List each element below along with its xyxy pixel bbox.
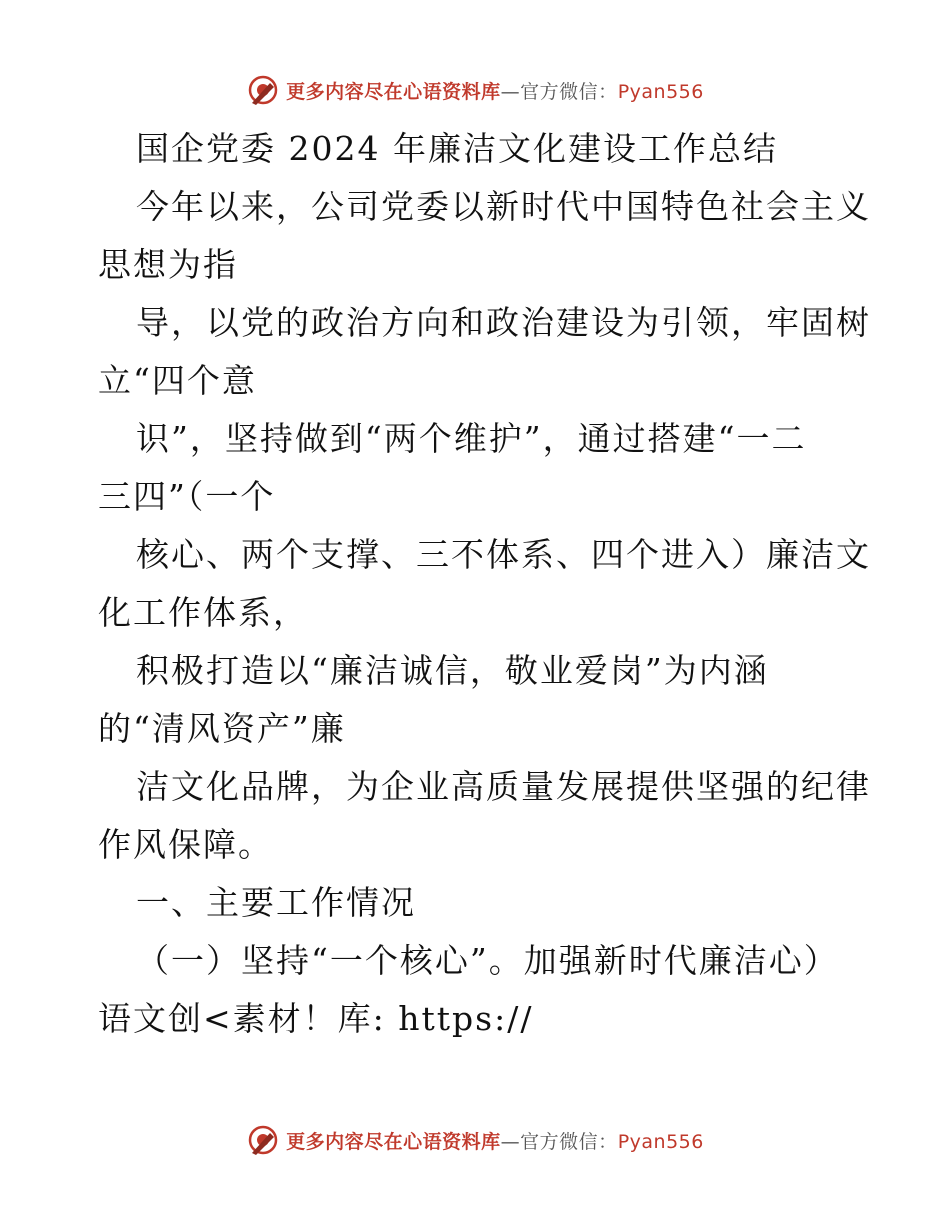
paragraph-line: 洁文化品牌，为企业高质量发展提供坚强的纪律 [136, 767, 871, 806]
section-heading: 一、主要工作情况 [136, 883, 416, 922]
watermark-text: 更多内容尽在心语资料库—官方微信：Pyan556 [286, 80, 704, 103]
paragraph-line: 思想为指 [98, 245, 238, 284]
paragraph-line: 的“清风资产”廉 [98, 709, 346, 748]
watermark-text: 更多内容尽在心语资料库—官方微信：Pyan556 [286, 1130, 704, 1153]
paragraph-line: 立“四个意 [98, 361, 257, 400]
pen-logo-icon [246, 1123, 280, 1157]
document-title: 国企党委 2024 年廉洁文化建设工作总结 [136, 129, 778, 168]
paragraph-line: 积极打造以“廉洁诚信，敬业爱岗”为内涵 [136, 651, 769, 690]
pen-logo-icon [246, 73, 280, 107]
paragraph-line: 核心、两个支撑、三不体系、四个进入）廉洁文 [136, 535, 871, 574]
header-watermark [0, 70, 950, 110]
paragraph-line: 导，以党的政治方向和政治建设为引领，牢固树 [136, 303, 871, 342]
paragraph-line: 今年以来，公司党委以新时代中国特色社会主义 [136, 187, 871, 226]
document-body [98, 120, 871, 1048]
paragraph-line: （一）坚持“一个核心”。加强新时代廉洁心） [136, 941, 839, 980]
paragraph-line: 三四”（一个 [98, 477, 276, 516]
paragraph-line: 作风保障。 [98, 825, 273, 864]
paragraph-line: 识”，坚持做到“两个维护”，通过搭建“一二 [136, 419, 807, 458]
footer-watermark [0, 1120, 950, 1160]
paragraph-line: 语文创<素材！库: https:// [98, 999, 534, 1038]
paragraph-line: 化工作体系， [98, 593, 308, 632]
